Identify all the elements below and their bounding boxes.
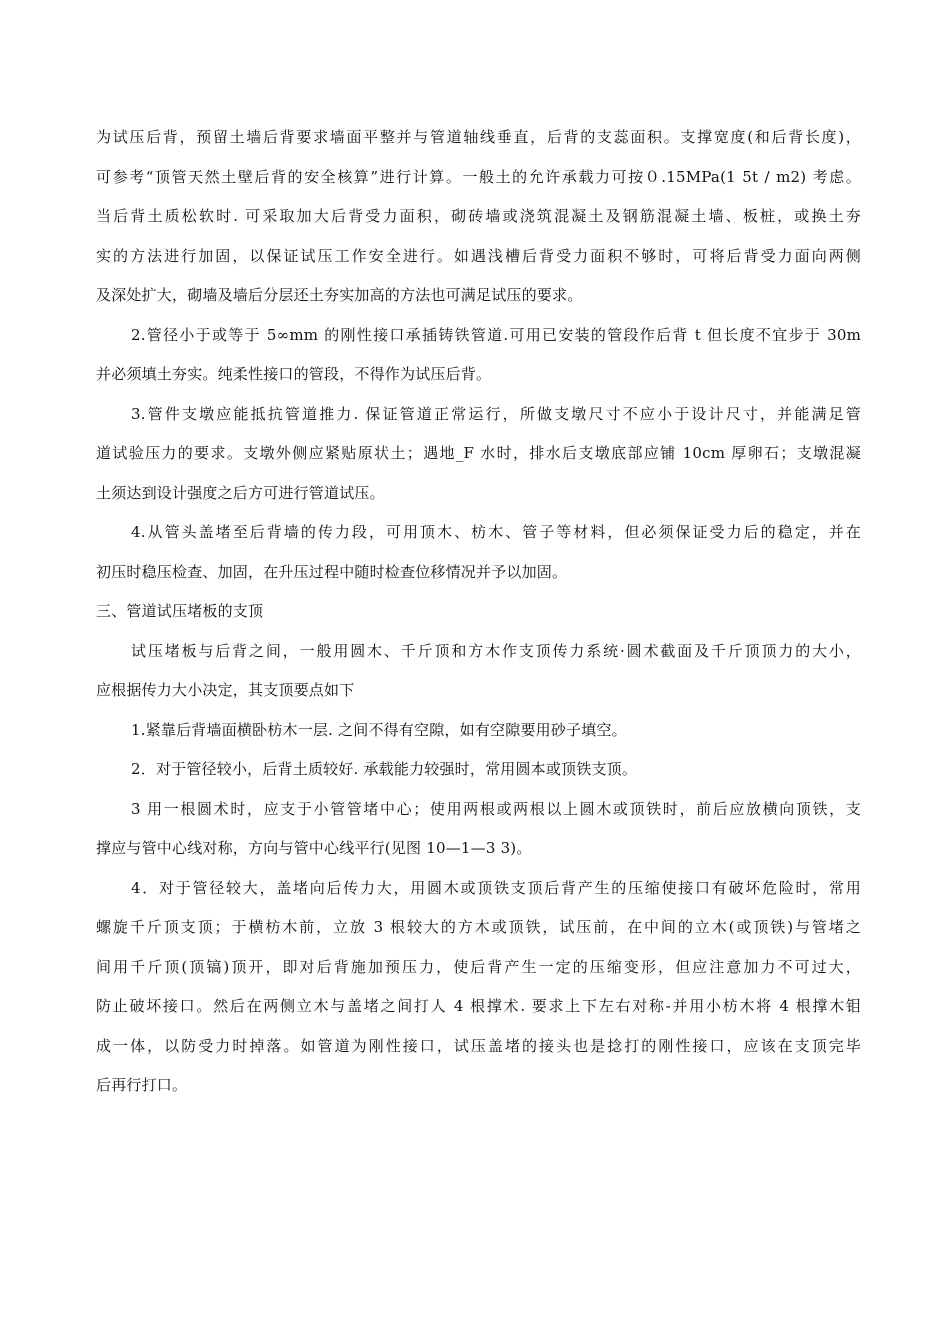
document-body: [96, 122, 861, 1110]
section-heading: 三、管道试压堵板的支顶: [96, 602, 264, 620]
paragraph-line: 4.从管头盖堵至后背墙的传力段，可用顶木、枋木、管子等材料，但必须保证受力后的稳定，并在: [131, 523, 861, 541]
paragraph-line: 并必须填土夯实。纯柔性接口的管段，不得作为试压后背。: [96, 365, 492, 383]
paragraph-line: 为试压后背，预留土墙后背要求墙面平整并与管道轴线垂直，后背的支蕊面积。支撑宽度(和后背长度)，: [96, 128, 861, 146]
paragraph-line: 可参考“顶管天然土壁后背的安全核算”进行计算。一般土的允许承载力可按０.15MPa(1 5t / m2) 考虑。: [96, 167, 861, 186]
paragraph-line: 防止破坏接口。然后在两侧立木与盖堵之间打人 4 根撑术. 要求上下左右对称-并用小枋木将 4 根撑木钼: [96, 997, 861, 1015]
paragraph-line: 土须达到设计强度之后方可进行管道试压。: [96, 483, 385, 502]
paragraph-line: 螺旋千斤顶支顶；于横枋木前，立放 3 根较大的方木或顶铁，试压前，在中间的立木(或顶铁)与管堵之: [96, 918, 861, 936]
paragraph-line: 3.管件支墩应能抵抗管道推力. 保证管道正常运行，所做支墩尺寸不应小于设计尺寸，并能满足管: [131, 404, 861, 423]
paragraph-line: 初压时稳压检查、加固，在升压过程中随时检查位移情况并予以加固。: [96, 562, 568, 581]
paragraph-line: 间用千斤顶(顶镐)顶开，即对后背施加预压力，使后背产生一定的压缩变形，但应注意加力不可过大，: [96, 957, 861, 976]
paragraph-line: 2．对于管径较小，后背土质较好. 承载能力较强时，常用圆本或顶铁支顶。: [131, 760, 638, 778]
paragraph-line: 试压堵板与后背之间，一般用圆木、千斤顶和方木作支顶传力系统·圆术截面及千斤顶顶力的大小，: [131, 641, 861, 660]
paragraph-line: 1.紧靠后背墙面横卧枋木一层. 之间不得有空隙，如有空隙要用砂子填空。: [131, 720, 627, 739]
paragraph-line: 撑应与管中心线对称，方向与管中心线平行(见图 10—1—3 3)。: [96, 839, 532, 857]
paragraph-line: 道试验压力的要求。支墩外侧应紧贴原状土；遇地_F 水时，排水后支墩底部应铺 10cm 厚卵石；支墩混凝: [96, 444, 861, 462]
paragraph-line: 后再行打口。: [96, 1076, 188, 1094]
paragraph-line: 及深处扩大，砌墙及墙后分层还土夯实加高的方法也可满足试压的要求。: [96, 286, 583, 304]
paragraph-line: 3 用一根圆术时，应支于小管管堵中心；使用两根或两根以上圆木或顶铁时，前后应放横向顶铁，支: [131, 799, 861, 818]
paragraph-line: 应根据传力大小决定，其支顶要点如下: [96, 681, 355, 699]
paragraph-line: 成一体，以防受力时掉落。如管道为刚性接口，试压盖堵的接头也是捻打的刚性接口，应该在支顶完毕: [96, 1036, 861, 1055]
paragraph-line: 当后背土质松软时. 可采取加大后背受力面积，砌砖墙或浇筑混凝土及钢筋混凝土墙、板桩，或换土夯: [96, 207, 861, 225]
paragraph-line: 2.管径小于或等于 5∞mm 的刚性接口承插铸铁管道.可用已安装的管段作后背 t 但长度不宜步于 30m: [131, 325, 861, 344]
paragraph-line: 实的方法进行加固，以保证试压工作安全进行。如遇浅槽后背受力面积不够时，可将后背受力面向两侧: [96, 246, 861, 265]
paragraph-line: 4．对于管径较大，盖堵向后传力大，用圆木或顶铁支顶后背产生的压缩使接口有破坏危险时，常用: [131, 878, 861, 897]
